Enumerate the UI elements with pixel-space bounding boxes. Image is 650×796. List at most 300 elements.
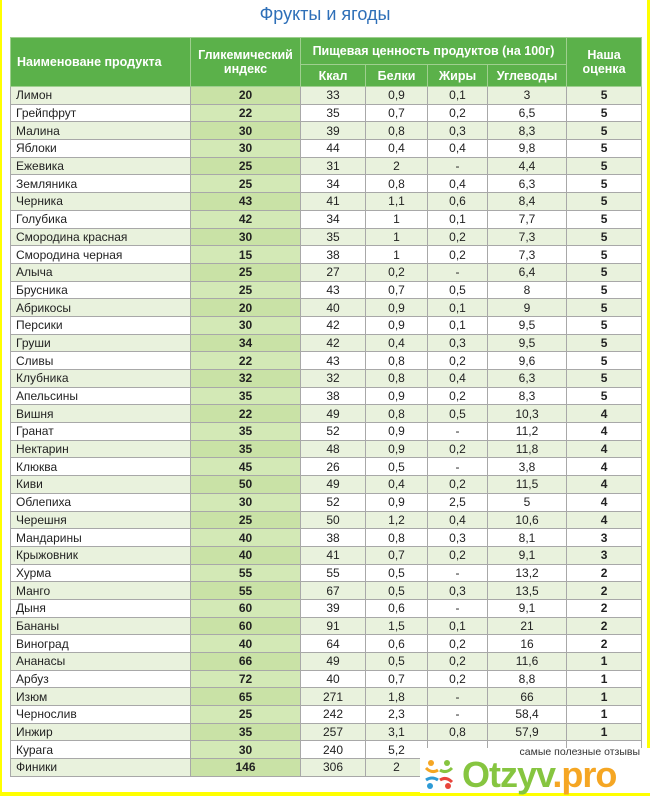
fat-cell: - <box>428 564 488 582</box>
protein-cell: 0,5 <box>366 582 428 600</box>
score-cell: 5 <box>567 175 642 193</box>
glycemic-index-cell: 35 <box>191 723 301 741</box>
kcal-cell: 49 <box>301 653 366 671</box>
product-name-cell: Малина <box>11 122 191 140</box>
glycemic-index-cell: 43 <box>191 193 301 211</box>
score-cell: 2 <box>567 582 642 600</box>
protein-cell: 2 <box>366 157 428 175</box>
glycemic-index-cell: 25 <box>191 281 301 299</box>
fat-cell: 0,2 <box>428 653 488 671</box>
score-cell: 5 <box>567 157 642 175</box>
fat-cell: 0,3 <box>428 529 488 547</box>
kcal-cell: 44 <box>301 140 366 158</box>
fat-cell: 0,2 <box>428 352 488 370</box>
table-row <box>11 582 642 600</box>
glycemic-index-cell: 22 <box>191 104 301 122</box>
kcal-cell: 42 <box>301 334 366 352</box>
score-cell: 1 <box>567 670 642 688</box>
glycemic-index-cell: 35 <box>191 423 301 441</box>
glycemic-index-cell: 60 <box>191 617 301 635</box>
product-name-cell: Сливы <box>11 352 191 370</box>
fat-cell: 0,3 <box>428 334 488 352</box>
product-name-cell: Виноград <box>11 635 191 653</box>
product-name-cell: Брусника <box>11 281 191 299</box>
product-name-cell: Ежевика <box>11 157 191 175</box>
glycemic-index-cell: 22 <box>191 352 301 370</box>
score-cell: 1 <box>567 723 642 741</box>
otzyv-logo-icon <box>424 758 454 792</box>
table-row <box>11 688 642 706</box>
protein-cell: 0,7 <box>366 281 428 299</box>
header-our-score: Наша оценка <box>567 38 642 87</box>
fat-cell: - <box>428 423 488 441</box>
kcal-cell: 27 <box>301 263 366 281</box>
kcal-cell: 49 <box>301 476 366 494</box>
carbs-cell: 11,6 <box>488 653 567 671</box>
score-cell: 1 <box>567 653 642 671</box>
protein-cell: 2 <box>366 759 428 777</box>
carbs-cell: 58,4 <box>488 706 567 724</box>
protein-cell: 0,9 <box>366 387 428 405</box>
kcal-cell: 34 <box>301 175 366 193</box>
fat-cell: - <box>428 263 488 281</box>
fat-cell: 0,5 <box>428 405 488 423</box>
product-name-cell: Облепиха <box>11 493 191 511</box>
table-row <box>11 228 642 246</box>
product-name-cell: Персики <box>11 316 191 334</box>
table-row <box>11 529 642 547</box>
score-cell: 5 <box>567 122 642 140</box>
table-row <box>11 423 642 441</box>
protein-cell: 0,8 <box>366 405 428 423</box>
table-row <box>11 246 642 264</box>
score-cell: 5 <box>567 140 642 158</box>
carbs-cell: 21 <box>488 617 567 635</box>
fat-cell: 0,2 <box>428 670 488 688</box>
glycemic-index-cell: 32 <box>191 370 301 388</box>
kcal-cell: 34 <box>301 210 366 228</box>
product-name-cell: Курага <box>11 741 191 759</box>
product-name-cell: Изюм <box>11 688 191 706</box>
protein-cell: 0,5 <box>366 458 428 476</box>
protein-cell: 0,5 <box>366 653 428 671</box>
score-cell: 3 <box>567 529 642 547</box>
score-cell: 5 <box>567 352 642 370</box>
score-cell: 5 <box>567 228 642 246</box>
protein-cell: 1,5 <box>366 617 428 635</box>
fat-cell: 0,5 <box>428 281 488 299</box>
protein-cell: 0,8 <box>366 122 428 140</box>
carbs-cell: 9,1 <box>488 599 567 617</box>
protein-cell: 1 <box>366 246 428 264</box>
table-row <box>11 263 642 281</box>
product-name-cell: Черника <box>11 193 191 211</box>
product-name-cell: Бананы <box>11 617 191 635</box>
glycemic-index-cell: 146 <box>191 759 301 777</box>
fat-cell: 0,1 <box>428 316 488 334</box>
score-cell: 3 <box>567 546 642 564</box>
kcal-cell: 33 <box>301 87 366 105</box>
table-body <box>11 87 642 777</box>
carbs-cell: 5 <box>488 493 567 511</box>
table-row <box>11 723 642 741</box>
score-cell: 5 <box>567 87 642 105</box>
carbs-cell: 16 <box>488 635 567 653</box>
score-cell: 4 <box>567 458 642 476</box>
table-row <box>11 476 642 494</box>
header-glycemic-index: Гликемический индекс <box>191 38 301 87</box>
header-fat: Жиры <box>428 65 488 87</box>
fat-cell: 0,2 <box>428 387 488 405</box>
kcal-cell: 43 <box>301 352 366 370</box>
kcal-cell: 49 <box>301 405 366 423</box>
fat-cell: 0,4 <box>428 175 488 193</box>
header-protein: Белки <box>366 65 428 87</box>
kcal-cell: 91 <box>301 617 366 635</box>
table-row <box>11 493 642 511</box>
glycemic-index-cell: 45 <box>191 458 301 476</box>
carbs-cell: 9,8 <box>488 140 567 158</box>
table-row <box>11 122 642 140</box>
carbs-cell: 8,1 <box>488 529 567 547</box>
table-row <box>11 440 642 458</box>
kcal-cell: 242 <box>301 706 366 724</box>
fat-cell: - <box>428 706 488 724</box>
glycemic-index-cell: 35 <box>191 387 301 405</box>
kcal-cell: 39 <box>301 599 366 617</box>
kcal-cell: 257 <box>301 723 366 741</box>
fat-cell: 0,1 <box>428 87 488 105</box>
glycemic-index-cell: 50 <box>191 476 301 494</box>
protein-cell: 0,6 <box>366 599 428 617</box>
protein-cell: 0,4 <box>366 334 428 352</box>
protein-cell: 0,6 <box>366 635 428 653</box>
fat-cell: 0,4 <box>428 511 488 529</box>
protein-cell: 0,4 <box>366 140 428 158</box>
product-name-cell: Алыча <box>11 263 191 281</box>
product-name-cell: Ананасы <box>11 653 191 671</box>
fat-cell: 0,2 <box>428 440 488 458</box>
fat-cell: 0,2 <box>428 546 488 564</box>
score-cell: 2 <box>567 635 642 653</box>
score-cell: 5 <box>567 104 642 122</box>
fat-cell: 0,6 <box>428 193 488 211</box>
carbs-cell: 4,4 <box>488 157 567 175</box>
fat-cell: 0,4 <box>428 140 488 158</box>
header-nutrition: Пищевая ценность продуктов (на 100г) <box>301 38 567 65</box>
protein-cell: 0,9 <box>366 423 428 441</box>
score-cell: 5 <box>567 387 642 405</box>
glycemic-index-cell: 30 <box>191 228 301 246</box>
product-name-cell: Чернослив <box>11 706 191 724</box>
kcal-cell: 55 <box>301 564 366 582</box>
product-name-cell: Дыня <box>11 599 191 617</box>
protein-cell: 0,7 <box>366 546 428 564</box>
score-cell: 5 <box>567 246 642 264</box>
kcal-cell: 64 <box>301 635 366 653</box>
protein-cell: 5,2 <box>366 741 428 759</box>
carbs-cell: 3,8 <box>488 458 567 476</box>
kcal-cell: 35 <box>301 228 366 246</box>
carbs-cell: 6,3 <box>488 175 567 193</box>
protein-cell: 1 <box>366 210 428 228</box>
watermark <box>420 748 650 793</box>
carbs-cell: 8 <box>488 281 567 299</box>
carbs-cell: 7,3 <box>488 228 567 246</box>
glycemic-index-cell: 35 <box>191 440 301 458</box>
score-cell: 1 <box>567 688 642 706</box>
glycemic-index-cell: 55 <box>191 564 301 582</box>
table-row <box>11 599 642 617</box>
protein-cell: 0,5 <box>366 564 428 582</box>
protein-cell: 0,8 <box>366 352 428 370</box>
glycemic-index-cell: 72 <box>191 670 301 688</box>
product-name-cell: Нектарин <box>11 440 191 458</box>
kcal-cell: 35 <box>301 104 366 122</box>
glycemic-index-cell: 66 <box>191 653 301 671</box>
fat-cell: 0,1 <box>428 299 488 317</box>
protein-cell: 1,1 <box>366 193 428 211</box>
glycemic-index-cell: 20 <box>191 299 301 317</box>
carbs-cell: 7,3 <box>488 246 567 264</box>
table-row <box>11 458 642 476</box>
glycemic-index-cell: 20 <box>191 87 301 105</box>
protein-cell: 0,9 <box>366 493 428 511</box>
glycemic-index-cell: 42 <box>191 210 301 228</box>
fat-cell: 0,1 <box>428 617 488 635</box>
glycemic-index-cell: 30 <box>191 140 301 158</box>
glycemic-index-cell: 30 <box>191 741 301 759</box>
glycemic-index-cell: 60 <box>191 599 301 617</box>
table-row <box>11 564 642 582</box>
glycemic-index-cell: 40 <box>191 546 301 564</box>
carbs-cell: 13,5 <box>488 582 567 600</box>
glycemic-index-cell: 15 <box>191 246 301 264</box>
kcal-cell: 48 <box>301 440 366 458</box>
table-row <box>11 670 642 688</box>
fat-cell: 0,2 <box>428 246 488 264</box>
table-row <box>11 281 642 299</box>
product-name-cell: Груши <box>11 334 191 352</box>
score-cell: 2 <box>567 599 642 617</box>
protein-cell: 0,8 <box>366 175 428 193</box>
glycemic-index-cell: 30 <box>191 493 301 511</box>
fat-cell: 0,3 <box>428 122 488 140</box>
fat-cell: 0,2 <box>428 228 488 246</box>
kcal-cell: 67 <box>301 582 366 600</box>
table-row <box>11 617 642 635</box>
header-product-name: Наименоване продукта <box>11 38 191 87</box>
product-name-cell: Смородина красная <box>11 228 191 246</box>
product-name-cell: Черешня <box>11 511 191 529</box>
glycemic-index-cell: 25 <box>191 706 301 724</box>
table-row <box>11 157 642 175</box>
kcal-cell: 52 <box>301 423 366 441</box>
protein-cell: 2,3 <box>366 706 428 724</box>
carbs-cell: 13,2 <box>488 564 567 582</box>
watermark-brand: Otzyv.pro <box>462 754 617 795</box>
nutrition-table <box>10 37 642 777</box>
protein-cell: 0,9 <box>366 440 428 458</box>
score-cell: 2 <box>567 564 642 582</box>
carbs-cell: 9,6 <box>488 352 567 370</box>
score-cell: 4 <box>567 423 642 441</box>
carbs-cell: 9,5 <box>488 334 567 352</box>
fat-cell: - <box>428 458 488 476</box>
score-cell: 5 <box>567 193 642 211</box>
kcal-cell: 32 <box>301 370 366 388</box>
product-name-cell: Абрикосы <box>11 299 191 317</box>
watermark-tagline: самые полезные отзывы <box>519 746 640 758</box>
fat-cell: 0,2 <box>428 104 488 122</box>
glycemic-index-cell: 65 <box>191 688 301 706</box>
protein-cell: 0,9 <box>366 299 428 317</box>
protein-cell: 0,8 <box>366 370 428 388</box>
score-cell: 5 <box>567 299 642 317</box>
carbs-cell: 6,3 <box>488 370 567 388</box>
header-carbs: Углеводы <box>488 65 567 87</box>
carbs-cell: 6,4 <box>488 263 567 281</box>
carbs-cell: 8,4 <box>488 193 567 211</box>
carbs-cell: 9,5 <box>488 316 567 334</box>
product-name-cell: Мандарины <box>11 529 191 547</box>
fat-cell: 0,3 <box>428 582 488 600</box>
score-cell: 5 <box>567 334 642 352</box>
glycemic-index-cell: 25 <box>191 175 301 193</box>
glycemic-index-cell: 55 <box>191 582 301 600</box>
product-name-cell: Смородина черная <box>11 246 191 264</box>
fat-cell: 0,8 <box>428 723 488 741</box>
product-name-cell: Лимон <box>11 87 191 105</box>
header-kcal: Ккал <box>301 65 366 87</box>
glycemic-index-cell: 25 <box>191 157 301 175</box>
kcal-cell: 52 <box>301 493 366 511</box>
protein-cell: 3,1 <box>366 723 428 741</box>
table-row <box>11 387 642 405</box>
carbs-cell: 11,2 <box>488 423 567 441</box>
carbs-cell: 66 <box>488 688 567 706</box>
table-row <box>11 175 642 193</box>
product-name-cell: Хурма <box>11 564 191 582</box>
kcal-cell: 240 <box>301 741 366 759</box>
glycemic-index-cell: 25 <box>191 511 301 529</box>
score-cell: 5 <box>567 316 642 334</box>
carbs-cell: 8,3 <box>488 387 567 405</box>
protein-cell: 0,9 <box>366 87 428 105</box>
fat-cell: 2,5 <box>428 493 488 511</box>
table-row <box>11 405 642 423</box>
kcal-cell: 50 <box>301 511 366 529</box>
product-name-cell: Клубника <box>11 370 191 388</box>
kcal-cell: 40 <box>301 299 366 317</box>
table-row <box>11 653 642 671</box>
score-cell: 2 <box>567 617 642 635</box>
carbs-cell: 8,3 <box>488 122 567 140</box>
table-row <box>11 635 642 653</box>
kcal-cell: 306 <box>301 759 366 777</box>
product-name-cell: Земляника <box>11 175 191 193</box>
score-cell: 4 <box>567 476 642 494</box>
score-cell: 5 <box>567 281 642 299</box>
score-cell: 4 <box>567 511 642 529</box>
product-name-cell: Клюква <box>11 458 191 476</box>
carbs-cell: 9 <box>488 299 567 317</box>
table-row <box>11 370 642 388</box>
product-name-cell: Крыжовник <box>11 546 191 564</box>
kcal-cell: 31 <box>301 157 366 175</box>
protein-cell: 0,7 <box>366 104 428 122</box>
score-cell: 1 <box>567 706 642 724</box>
kcal-cell: 38 <box>301 387 366 405</box>
product-name-cell: Апельсины <box>11 387 191 405</box>
product-name-cell: Голубика <box>11 210 191 228</box>
kcal-cell: 271 <box>301 688 366 706</box>
table-row <box>11 193 642 211</box>
table-row <box>11 210 642 228</box>
kcal-cell: 39 <box>301 122 366 140</box>
table-row <box>11 546 642 564</box>
product-name-cell: Вишня <box>11 405 191 423</box>
product-name-cell: Арбуз <box>11 670 191 688</box>
glycemic-index-cell: 40 <box>191 529 301 547</box>
table-row <box>11 104 642 122</box>
protein-cell: 0,8 <box>366 529 428 547</box>
carbs-cell: 10,3 <box>488 405 567 423</box>
kcal-cell: 40 <box>301 670 366 688</box>
carbs-cell: 11,8 <box>488 440 567 458</box>
table-row <box>11 511 642 529</box>
protein-cell: 1,8 <box>366 688 428 706</box>
kcal-cell: 26 <box>301 458 366 476</box>
carbs-cell: 10,6 <box>488 511 567 529</box>
fat-cell: 0,4 <box>428 370 488 388</box>
protein-cell: 0,2 <box>366 263 428 281</box>
table-row <box>11 299 642 317</box>
table-row <box>11 87 642 105</box>
kcal-cell: 38 <box>301 246 366 264</box>
table-row <box>11 316 642 334</box>
glycemic-index-cell: 34 <box>191 334 301 352</box>
page-title: Фрукты и ягоды <box>259 4 391 24</box>
glycemic-index-cell: 30 <box>191 316 301 334</box>
fat-cell: 0,1 <box>428 210 488 228</box>
carbs-cell: 3 <box>488 87 567 105</box>
glycemic-index-cell: 25 <box>191 263 301 281</box>
kcal-cell: 42 <box>301 316 366 334</box>
fat-cell: 0,2 <box>428 476 488 494</box>
score-cell: 5 <box>567 210 642 228</box>
product-name-cell: Гранат <box>11 423 191 441</box>
protein-cell: 1 <box>366 228 428 246</box>
glycemic-index-cell: 22 <box>191 405 301 423</box>
protein-cell: 1,2 <box>366 511 428 529</box>
carbs-cell: 7,7 <box>488 210 567 228</box>
table-row <box>11 140 642 158</box>
score-cell: 5 <box>567 263 642 281</box>
table-row <box>11 352 642 370</box>
product-name-cell: Финики <box>11 759 191 777</box>
protein-cell: 0,7 <box>366 670 428 688</box>
product-name-cell: Яблоки <box>11 140 191 158</box>
product-name-cell: Инжир <box>11 723 191 741</box>
carbs-cell: 9,1 <box>488 546 567 564</box>
product-name-cell: Грейпфрут <box>11 104 191 122</box>
score-cell: 4 <box>567 493 642 511</box>
protein-cell: 0,4 <box>366 476 428 494</box>
score-cell: 4 <box>567 440 642 458</box>
fat-cell: - <box>428 157 488 175</box>
score-cell: 5 <box>567 370 642 388</box>
